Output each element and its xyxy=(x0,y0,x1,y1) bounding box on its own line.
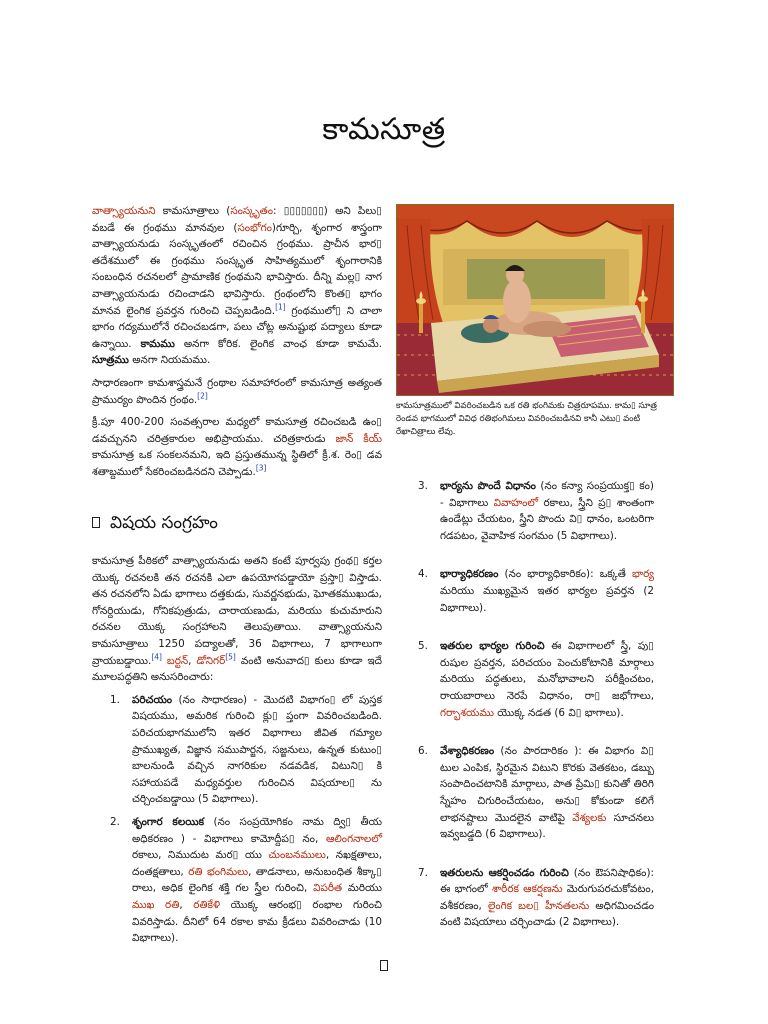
bold-term: ఇతరులను ఆకర్షించడం గురించి xyxy=(440,866,569,879)
wiki-link[interactable]: వేశ్యలకు xyxy=(572,811,607,824)
text-run: (నం సాధారణం) - మొదటి విభాగం▯ లో పుస్తక విషయము, అమరిక గురించి క్లు▯ ప్తంగా వివరించబడింది. పరిచయభాగములోని ఇతర విభాగాలు జీవిత గమ్యాల ప్రాముఖ్యత, విజ్ఞాన సముపార్జన, సజ్జనులు, ఉన్నత కుటుం▯ బాలనుండి వచ్చిన నాగరికుల నడవడిక, విటుని▯ కి సహాయపడే మధ్యవర్తుల గురించిన విషయాల▯ ను చర్చించబడ్డాయి (5 విభాగాలు). xyxy=(132,693,382,806)
text-run: రకాలు, స్త్రీని ప్ర▯ శాంతంగా ఉండేట్లు చేయటం, స్త్రీని పొందు వి▯ ధానం, ఒంటరిగా గడపటం, వైవాహిక సంగమం (5 విభాగాలు). xyxy=(440,496,654,542)
list-number: 4. xyxy=(418,568,428,581)
list-item xyxy=(110,814,382,947)
bold-term: భార్యను పొందే విధానం xyxy=(440,480,536,492)
list-item xyxy=(418,478,654,544)
text-run: అధిగమించడం వంటి విషయాలు చర్చించాడు (2 విభాగాలు). xyxy=(440,899,654,929)
wiki-link[interactable]: శారీరక ఆకర్షణను xyxy=(492,883,563,896)
text-run: కామసూత్ర పీఠికలో వాత్స్యాయనుడు అతని కంటే పూర్వపు గ్రంథ▯ కర్తల యొక్క రచనలకి తన రచనకి ఎలా ఉపయోగపడ్డాయో ప్రస్తా▯ విస్తాడు. తన రచనలోని ఏడు భాగాలు దత్తకుడు, సువర్ణనభుడు, ఘోతకముఖుడు, గోనర్దియుడు, గోనికపుత్రుడు, చారాయణుడు, మరియు కుచుమారుని రచనల యొక్క సంగ్రహాలని తెలుపుతాయి. వాత్స్యాయనుని కామసూత్రాలు 1250 పద్యాలతో, 36 విభాగాలు, 7 భాగాలుగా వ్రాయబడ్డాయి. xyxy=(92,555,382,667)
intro-paragraph-2 xyxy=(92,375,382,408)
wiki-link[interactable]: రతి భంగిమలు xyxy=(188,865,249,878)
wiki-link[interactable]: విపరీత xyxy=(313,882,343,895)
text-run: (నం కన్యా సంప్రయుక్త▯ కం) - విభాగాలు xyxy=(440,480,654,509)
text-run: వంటి అనువాద▯ కులు కూడా ఇదే మూలపద్ధతిని అనుసరించారు: xyxy=(92,654,382,684)
wiki-link[interactable]: గర్భాశయము xyxy=(440,706,494,719)
wiki-link[interactable]: రతికేళి xyxy=(193,898,220,911)
list-number: 6. xyxy=(418,745,428,758)
text-run: (నం సంప్రయోగికం నామ ద్వి▯ తీయ అధికరణం ) - విభాగాలు కామోద్దీప▯ నం, xyxy=(132,816,382,845)
right-column xyxy=(418,478,654,953)
bold-term: సూత్రము xyxy=(92,354,129,367)
section-paragraph xyxy=(92,553,382,686)
bold-term: ఇతరుల భార్యల గురించి xyxy=(440,640,545,653)
list-item xyxy=(418,638,654,721)
wiki-link[interactable]: డోనిగర్ xyxy=(196,654,226,667)
text-run: మరియు ముఖ్యమైన ఇతర భార్యల ప్రవర్తన (2 విభాగాలు). xyxy=(440,584,654,614)
list-item xyxy=(418,865,654,931)
wiki-link[interactable]: భార్య xyxy=(631,568,654,581)
section-heading xyxy=(92,512,382,533)
text-run: రకాలు, నిముదుట మర▯ యు xyxy=(132,849,269,862)
text-run: సూచనలు ఇవ్వబడ్డది (6 విభాగాలు). xyxy=(440,811,654,841)
bold-term: శృంగార కలయిక xyxy=(132,816,204,828)
text-run: అనగా కోరిక. లైంగిక వాంఛ కూడా కామమే. xyxy=(174,337,383,350)
text-run: , xyxy=(179,898,194,911)
text-run: అనగా నియమము. xyxy=(128,354,211,367)
citation-ref[interactable]: [5] xyxy=(225,652,236,662)
citation-ref[interactable]: [1] xyxy=(275,302,286,312)
citation-ref[interactable]: [3] xyxy=(255,463,267,473)
text-run: , తాడనాలు, అనుబంధిత శీక్కా▯ రాలు, అధిక లైంగిక శక్తి గల స్త్రీల గురించి, xyxy=(132,865,382,895)
bold-term: వేశ్యాధికరణం xyxy=(440,745,495,758)
wiki-link[interactable]: బర్టన్ xyxy=(166,654,189,667)
figure xyxy=(396,204,676,439)
wiki-link[interactable]: చుంబనములు xyxy=(268,849,326,862)
list-item xyxy=(110,692,382,808)
parts-list-left xyxy=(110,692,382,947)
missing-glyph-icon xyxy=(92,517,100,528)
list-number: 5. xyxy=(418,640,428,653)
text-run: క్రీ.పూ 400-200 సంవత్సరాల మధ్యలో కామసూత్ర రచించబడి ఉం▯ డవచ్చునని చరిత్రకారుల అభిప్రాయము. చరిత్రకారుడు xyxy=(92,416,382,445)
list-number: 7. xyxy=(418,866,428,879)
text-run: మెరుగుపరచుకోవటం, వశీకరణం, xyxy=(440,883,654,912)
citation-ref[interactable]: [4] xyxy=(151,652,162,662)
page-title: కామసూత్ర xyxy=(322,112,446,147)
bold-term: పరిచయం xyxy=(132,693,173,706)
list-item xyxy=(418,743,654,843)
page-number-glyph xyxy=(380,960,388,971)
parts-list-right xyxy=(418,478,654,931)
list-number: 2. xyxy=(110,816,120,828)
section-heading-text: విషయ సంగ్రహం xyxy=(110,512,218,533)
bold-term: భార్యాధికరణం xyxy=(440,568,499,581)
wiki-link[interactable]: లైంగిక బల▯ హీనతలను xyxy=(487,899,590,912)
wiki-link[interactable]: సంభోగం xyxy=(237,221,272,234)
list-number: 1. xyxy=(110,693,120,706)
text-run: , నఖక్షతాలు, దంతక్షతాలు, xyxy=(132,849,382,878)
text-run: (నం పారదారికం ): ఈ విభాగం వి▯ టుల ఎంపిక, స్థిరమైన విటుని కొరకు వెతకటం, డబ్బు సంపాదించటానికి మార్గాలు, పాత ప్రేమి▯ కునితో తిరిగి స్నేహం చిగురించేయటం, అను▯ కోకుండా కలిగే లాభనష్టాలు మొదలైన వాటిపై xyxy=(440,745,654,824)
text-run: మరియు xyxy=(342,882,382,895)
text-run: గ్రంథములో▯ ని చాలా భాగం గద్యములోనే రచించబడగా, పలు చోట్ల అనుష్టుభ పద్యాలు కూడా ఉన్నాయి. xyxy=(92,304,383,350)
text-run: యొక్క ఆరంభ▯ రంభాల గురించి వివరిస్తాడు. దీనిలో 64 రకాల కామ క్రీడలు వివరించాడు (10 విభాగాలు). xyxy=(132,898,382,945)
text-run: ఈ విభాగాలలో స్త్రీ, పు▯ రుషుల ప్రవర్తన, పరిచయం పెంచుకోటానికి మార్గాలు మరియు పద్ధతులు, మనోభావాలని పరీక్షించటం, రాయబారాలు నెరపే విధానం, రా▯ జభోగాలు, xyxy=(440,640,654,702)
text-run: యొక్క నడత (6 వి▯ భాగాలు). xyxy=(493,706,624,719)
text-run: )గూర్చి, శృంగార శాస్త్రంగా వాత్స్యాయనుడు సంస్కృతంలో రచించిన గ్రంథము. ప్రాచీన భార▯ తదేశములో ఈ గ్రంథము సంస్కృత సాహిత్యములో శృంగారానికి సంబంధిన రచనలలో ప్రామాణిక గ్రంథమని భావిస్తారు. దీన్ని మల్ల▯ నాగ వాత్స్యాయనుడు రచించాడని భావిస్తారు. గ్రంథంలోని కొంత▯ భాగం మానవ లైంగిక ప్రవర్తన గురించి చెప్పబడింది. xyxy=(92,221,383,317)
text-run: : ▯▯▯▯▯▯▯) అని పిలు▯ వబడే ఈ గ్రంథము మానవుల ( xyxy=(92,205,382,234)
wiki-link[interactable]: వాత్స్యాయనుని xyxy=(92,205,156,217)
wiki-link[interactable]: జాన్ కీయ్ xyxy=(335,432,382,445)
kamasutra-painting xyxy=(396,204,674,396)
wiki-link[interactable]: ఆలింగనాలలో xyxy=(325,832,382,845)
list-number: 3. xyxy=(418,480,428,492)
figure-caption: కామసూత్రములో వివరించబడిన ఒక రతి భంగిమకు చిత్రరూపము. కామ▯ సూత్ర రెండవ భాగములో వివిధ రతిభంగిమలు వివరించబడినవి కానీ ఎటు▯ వంటి రేఖాచిత్రాలు లేవు. xyxy=(396,401,657,437)
text-run: సాధారణంగా కామశాస్త్రమనే గ్రంథాల సమాహారంలో కామసూత్ర అత్యంత ప్రాముర్యం పొందిన గ్రంథం. xyxy=(92,376,382,406)
citation-ref[interactable]: [2] xyxy=(197,391,208,401)
text-run: కామసూత్ర ఒక సంకలనమని, ఇది ప్రస్తుతమున్న స్థితిలో క్రీ.శ. రెం▯ డవ శతాబ్దములో సేకరించబడినదని చెప్పాడు. xyxy=(92,449,382,478)
wiki-link[interactable]: సంస్కృతం xyxy=(230,205,274,217)
bold-term: కామము xyxy=(140,337,175,350)
list-item xyxy=(418,566,654,616)
wiki-link[interactable]: వివాహంలో xyxy=(493,496,539,509)
wiki-link[interactable]: ముఖ రతి xyxy=(132,898,180,911)
text-run: (నం ఔపనిషాధికం): ఈ భాగంలో xyxy=(440,866,655,896)
left-column xyxy=(92,203,382,953)
text-run: కామసూత్రాలు ( xyxy=(155,205,231,217)
text-run: (నం భార్యాధికారికం): ఒక్కతే xyxy=(498,568,632,581)
text-run: , xyxy=(188,654,197,667)
intro-paragraph-1 xyxy=(92,203,382,369)
intro-paragraph-3 xyxy=(92,414,382,480)
